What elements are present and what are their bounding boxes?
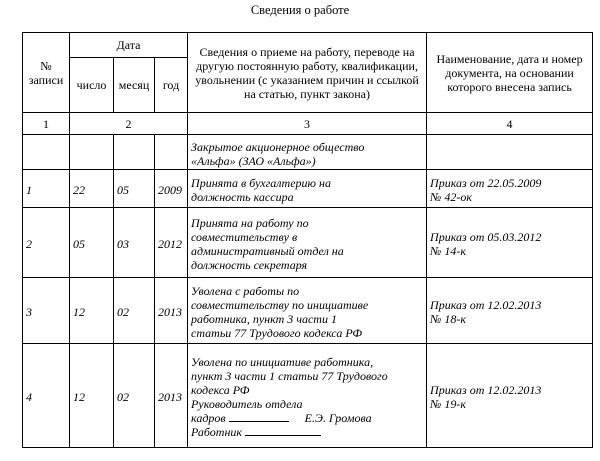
empty-cell (23, 135, 70, 170)
company-name-line: Закрытое акционерное общество (191, 139, 365, 154)
record-document (427, 278, 593, 344)
record-year: 2013 (155, 278, 188, 344)
table-row (23, 278, 593, 344)
info-line: Принята на работу по (191, 216, 309, 230)
info-line: Уволена с работы по (191, 284, 300, 298)
record-month: 05 (114, 170, 155, 208)
empty-cell (427, 135, 593, 170)
document-line: № 42-ок (430, 190, 472, 204)
info-line: статьи 77 Трудового кодекса РФ (191, 326, 362, 340)
info-line: кодекса РФ (191, 383, 250, 397)
table-row (23, 208, 593, 278)
signature-line (191, 425, 423, 439)
header-month: месяц (114, 58, 155, 113)
header-document: Наименование, дата и номер документа, на основании которого внесена запись (427, 33, 593, 113)
document-line: Приказ от 12.02.2013 (430, 383, 542, 397)
document-line: Приказ от 22.05.2009 (430, 176, 542, 190)
record-number: 1 (23, 170, 70, 208)
signature-worker-label: Работник (191, 425, 243, 439)
company-name-line: «Альфа» (ЗАО «Альфа») (191, 153, 316, 168)
table-row (23, 170, 593, 208)
signature-line (191, 411, 423, 425)
record-info (188, 278, 427, 344)
info-line: совместительству по инициативе (191, 298, 369, 312)
info-line: работника, пункт 3 части 1 (191, 312, 337, 326)
document-line: № 14-к (430, 244, 466, 258)
record-info (188, 170, 427, 208)
header-year: год (155, 58, 188, 113)
record-document (427, 344, 593, 448)
record-month: 02 (114, 344, 155, 448)
document-line: № 18-к (430, 312, 466, 326)
record-month: 02 (114, 278, 155, 344)
empty-cell (70, 135, 114, 170)
document-line: Приказ от 05.03.2012 (430, 230, 542, 244)
header-day: число (70, 58, 114, 113)
record-number: 4 (23, 344, 70, 448)
record-document (427, 208, 593, 278)
company-name-cell (188, 135, 427, 170)
info-line: Руководитель отдела (191, 397, 303, 411)
record-day: 12 (70, 344, 114, 448)
document-line: Приказ от 12.02.2013 (430, 298, 542, 312)
info-line: пункт 3 части 1 статьи 77 Трудового (191, 369, 388, 383)
column-number: 3 (188, 113, 427, 135)
record-day: 05 (70, 208, 114, 278)
signature-blank (245, 425, 321, 436)
work-record-table (22, 32, 593, 448)
info-line: Принята в бухгалтерию на (191, 176, 331, 190)
record-number: 3 (23, 278, 70, 344)
document-line: № 19-к (430, 397, 466, 411)
info-line: должность секретаря (191, 258, 308, 272)
empty-cell (155, 135, 188, 170)
empty-cell (114, 135, 155, 170)
header-record-no: № записи (23, 33, 70, 113)
record-year: 2009 (155, 170, 188, 208)
record-day: 12 (70, 278, 114, 344)
record-year: 2013 (155, 344, 188, 448)
info-line: административный отдел на (191, 244, 344, 258)
info-line: Уволена по инициативе работника, (191, 355, 374, 369)
record-info (188, 344, 427, 448)
record-number: 2 (23, 208, 70, 278)
record-month: 03 (114, 208, 155, 278)
record-info (188, 208, 427, 278)
signature-blank (229, 411, 289, 422)
info-line: должность кассира (191, 190, 294, 204)
column-number: 1 (23, 113, 70, 135)
info-line: совместительству в (191, 230, 298, 244)
column-number: 2 (70, 113, 188, 135)
column-number: 4 (427, 113, 593, 135)
header-date: Дата (70, 33, 188, 58)
signature-role-label: кадров (191, 411, 226, 425)
header-info: Сведения о приеме на работу, переводе на другую постоянную работу, квалификации, увольнении (с указанием причин и ссылкой на статью, пункт закона) (188, 33, 427, 113)
table-row (23, 344, 593, 448)
record-day: 22 (70, 170, 114, 208)
page-title: Сведения о работе (250, 3, 350, 17)
signature-name: Е.Э. Громова (304, 411, 372, 425)
record-document (427, 170, 593, 208)
record-year: 2012 (155, 208, 188, 278)
